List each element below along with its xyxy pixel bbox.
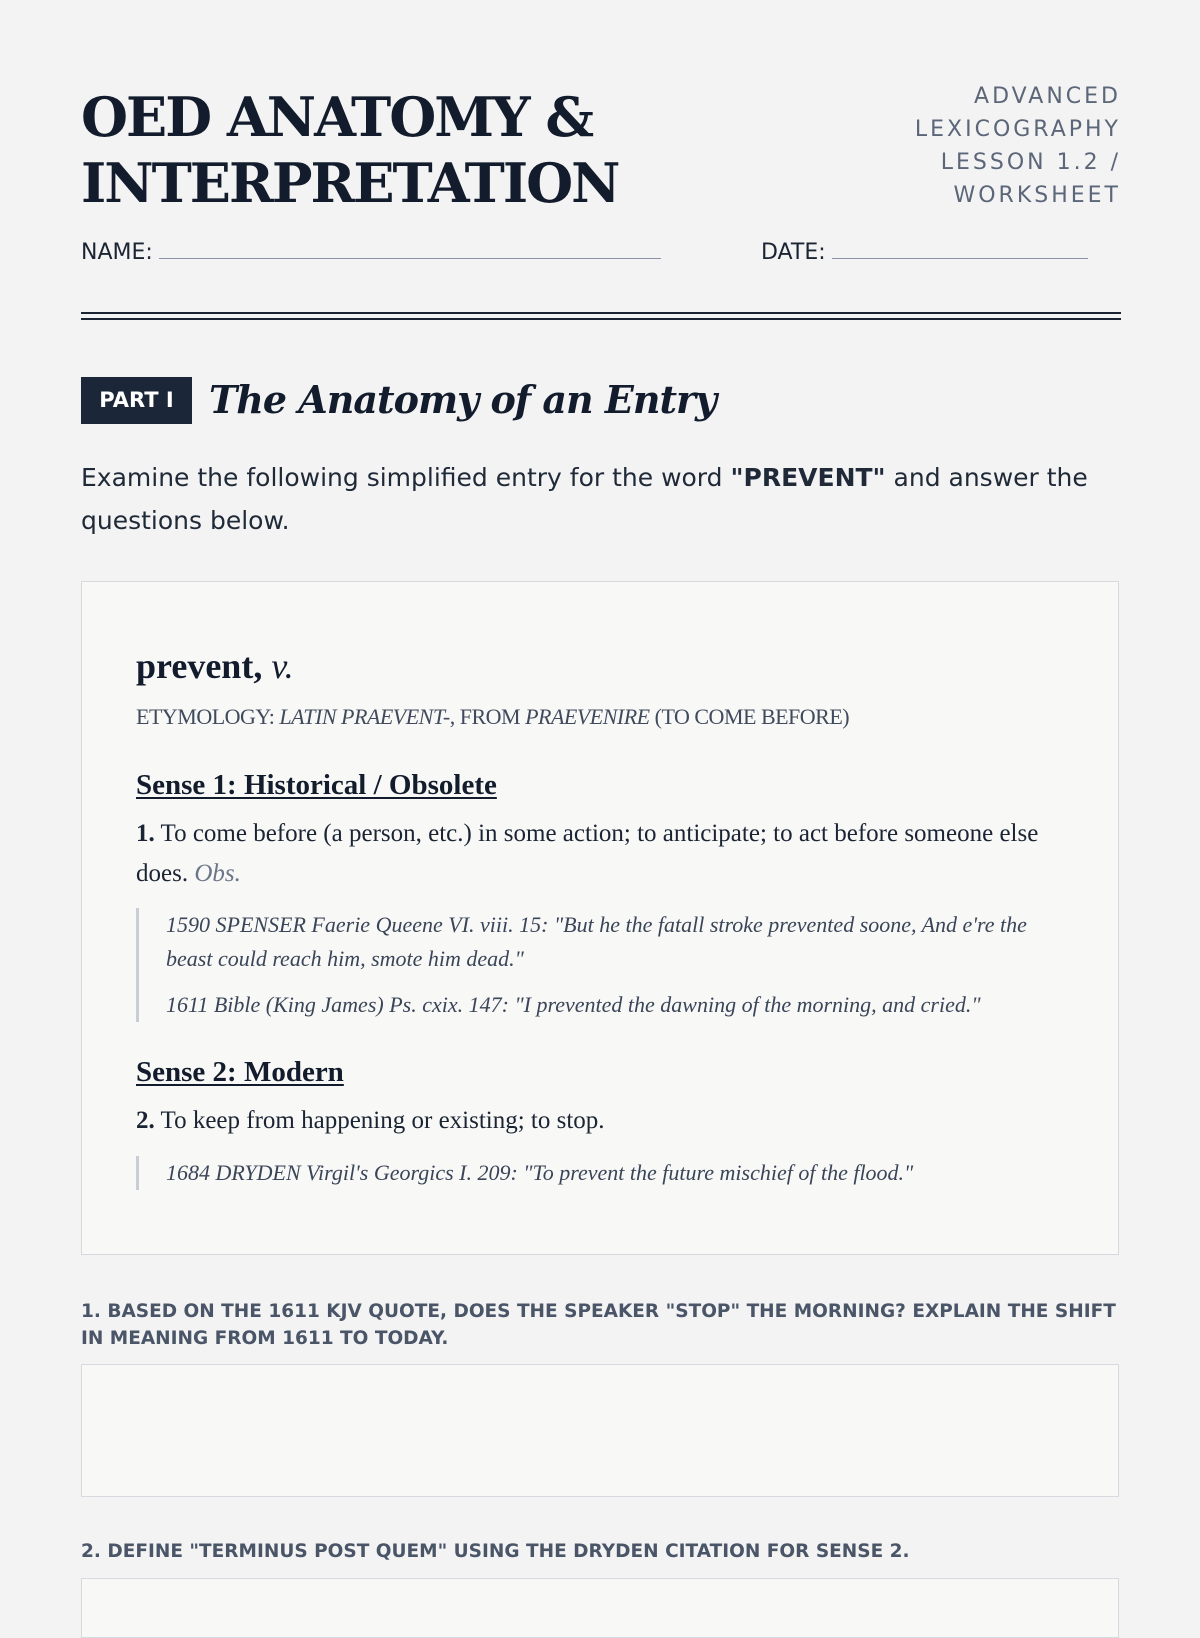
- page-title: [81, 84, 721, 216]
- student-fields: [81, 240, 1121, 274]
- lesson-meta: [861, 80, 1121, 212]
- quotation-spenser: 1590 SPENSER Faerie Queene VI. viii. 15: "But he the fatall stroke prevented soone, And e're the beast could reach him, smote him dead.": [166, 912, 1027, 971]
- question-2: 2. DEFINE "TERMINUS POST QUEM" USING THE DRYDEN CITATION FOR SENSE 2.: [81, 1541, 910, 1562]
- etymology-latin-1: LATIN PRAEVENT-: [279, 704, 450, 729]
- headword: prevent,: [136, 646, 263, 686]
- etymology: [136, 702, 849, 732]
- header-divider: [81, 312, 1121, 320]
- date-line[interactable]: [832, 258, 1088, 259]
- name-field[interactable]: [81, 240, 661, 265]
- question-1: 1. BASED ON THE 1611 KJV QUOTE, DOES THE SPEAKER "STOP" THE MORNING? EXPLAIN THE SHIFT IN MEANING FROM 1611 TO TODAY.: [81, 1301, 1116, 1349]
- meta-line-2: LEXICOGRAPHY: [914, 117, 1121, 142]
- sense-2-definition: [136, 1101, 1066, 1141]
- sense-1-quotations: [136, 908, 1066, 1022]
- sense-1-definition: [136, 814, 1066, 894]
- name-label: NAME:: [81, 240, 153, 265]
- part-badge: PART I: [81, 377, 192, 424]
- name-line[interactable]: [159, 258, 661, 259]
- headword-line: [136, 642, 294, 690]
- intro-before: Examine the following simplified entry for the word: [81, 463, 731, 492]
- date-label: DATE:: [761, 240, 826, 265]
- sense-2-heading: Sense 2: Modern: [136, 1056, 344, 1088]
- sense-1-text: To come before (a person, etc.) in some action; to anticipate; to act before someone else does.: [136, 820, 1039, 887]
- title-line-1: OED ANATOMY &: [81, 85, 593, 149]
- meta-line-1: ADVANCED: [974, 84, 1121, 109]
- etymology-latin-2: PRAEVENIRE: [525, 704, 650, 729]
- sense-2-text: To keep from happening or existing; to stop.: [154, 1107, 605, 1134]
- meta-line-3: LESSON 1.2 /: [940, 150, 1121, 175]
- obsolete-label: Obs.: [194, 860, 241, 887]
- answer-box-2[interactable]: [81, 1578, 1119, 1638]
- answer-box-1[interactable]: [81, 1364, 1119, 1497]
- quotation-dryden: 1684 DRYDEN Virgil's Georgics I. 209: "To prevent the future mischief of the flood.": [166, 1160, 914, 1185]
- dictionary-entry: [81, 581, 1119, 1255]
- part-title: The Anatomy of an Entry: [209, 377, 717, 422]
- title-line-2: INTERPRETATION: [81, 151, 619, 215]
- quotation-kjv: 1611 Bible (King James) Ps. cxix. 147: "I prevented the dawning of the morning, and cried.": [166, 992, 981, 1017]
- intro-text: [81, 456, 1121, 542]
- sense-1-heading: Sense 1: Historical / Obsolete: [136, 769, 497, 801]
- intro-word: "PREVENT": [730, 463, 886, 492]
- sense-2-number: 2.: [136, 1107, 155, 1134]
- etymology-mid: , FROM: [449, 704, 526, 729]
- sense-2-quotations: [136, 1156, 1066, 1190]
- sense-1-number: 1.: [136, 820, 155, 847]
- date-field[interactable]: [761, 240, 1088, 265]
- meta-line-4: WORKSHEET: [953, 183, 1121, 208]
- etymology-suffix: (TO COME BEFORE): [649, 704, 850, 729]
- part-of-speech: v.: [271, 646, 294, 686]
- etymology-prefix: ETYMOLOGY:: [136, 704, 280, 729]
- intro-after: and answer the questions below.: [81, 463, 1088, 535]
